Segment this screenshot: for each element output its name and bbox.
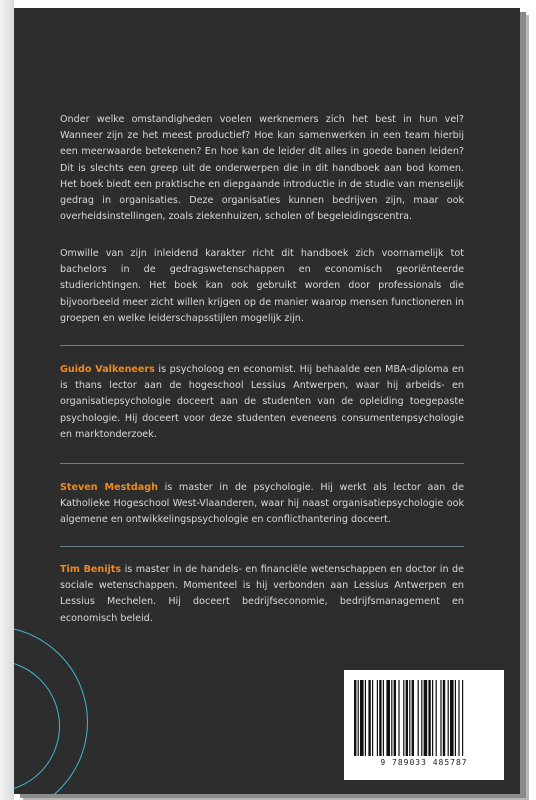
barcode-bar [398,680,399,756]
author-name: Guido Valkeneers [60,364,155,375]
barcode-bar [365,680,366,756]
barcode-bar [406,680,408,756]
divider [60,546,464,547]
barcode-bars [352,680,496,756]
barcode-bar [424,680,428,756]
barcode-bar [409,680,410,756]
author-name: Steven Mestdagh [60,482,158,493]
barcode-bar [383,680,384,756]
barcode-bar [391,680,392,756]
author-bio-text: is master in de psychologie. Hij werkt als lector aan de Katholieke Hogeschool West-Vlaanderen, waar hij naast organisatiepsychologie ook algemene en ontwikkelingspsychologie en conflicthantering doceert. [60,482,464,526]
author-bio-3 [60,562,464,627]
barcode-bar [440,680,441,756]
barcode-bar [379,680,381,756]
barcode [344,670,504,780]
barcode-bar [455,680,456,756]
barcode-bar [443,680,445,756]
barcode-bar [450,680,454,756]
divider [60,463,464,464]
blurb-paragraph-1: Onder welke omstandigheden voelen werknemers zich het best in hun vel? Wanneer zijn ze het meest productief? Hoe kan samenwerken in een team hierbij een meerwaarde betekenen? En hoe kan de leider dit alles in goede banen leiden? Dit is slechts een greep uit de onderwerpen die in dit handboek aan bod komen. Het boek biedt een praktische en diepgaande introductie in de studie van menselijk gedrag in organisaties. Deze organisaties kunnen bedrijven zijn, maar ook overheidsinstellingen, zoals ziekenhuizen, scholen of begeleidingscentra. [60,114,464,223]
barcode-bar [428,680,430,756]
blurb-paragraph-2: Omwille van zijn inleidend karakter richt dit handboek zich voornamelijk tot bachelors in de gedragswetenschappen en economisch georiënteerde studierichtingen. Het boek kan ook gebruikt worden door professionals die bijvoorbeeld meer zicht willen krijgen op de manier waarop mensen functioneren in groepen en welke leiderschapsstijlen mogelijk zijn. [60,248,464,324]
barcode-bar [358,680,359,756]
isbn-number: 9 789033 485787 [380,758,468,767]
barcode-bar [377,680,378,756]
divider [60,345,464,346]
barcode-bar [360,680,364,756]
barcode-bar [462,680,463,756]
barcode-bar [368,680,370,756]
barcode-bar [432,680,433,756]
barcode-bar [354,680,356,756]
author-bio-text: is master in de handels- en financiële wetenschappen en doctor in de sociale wetenschappen. Momenteel is hij verbonden aan Lessius Antwerpen en Lessius Mechelen. Hij doceert bedrijfseconomie, bedrijfsmanagement en economisch beleid. [60,564,464,624]
barcode-bar [412,680,414,756]
author-bio-2 [60,480,464,529]
barcode-bar [458,680,459,756]
author-bio-1 [60,362,464,443]
barcode-bar [394,680,396,756]
barcode-bar [386,680,390,756]
page-edge [0,0,14,800]
barcode-bar [421,680,422,756]
barcode-bar [418,680,419,756]
barcode-bar [372,680,373,756]
barcode-bar [436,680,437,756]
barcode-bar [403,680,404,756]
author-bio-text: is psycholoog en economist. Hij behaalde een MBA-diploma en is thans lector aan de hogeschool Lessius Antwerpen, waar hij arbeids- en organisatiepsychologie doceert aan de studenten van de opleiding toegepaste psychologie. Hij doceert voor deze studenten eveneens consumentenpsychologie en marktonderzoek. [60,364,464,440]
author-name: Tim Benijts [60,564,122,575]
barcode-bar [448,680,449,756]
